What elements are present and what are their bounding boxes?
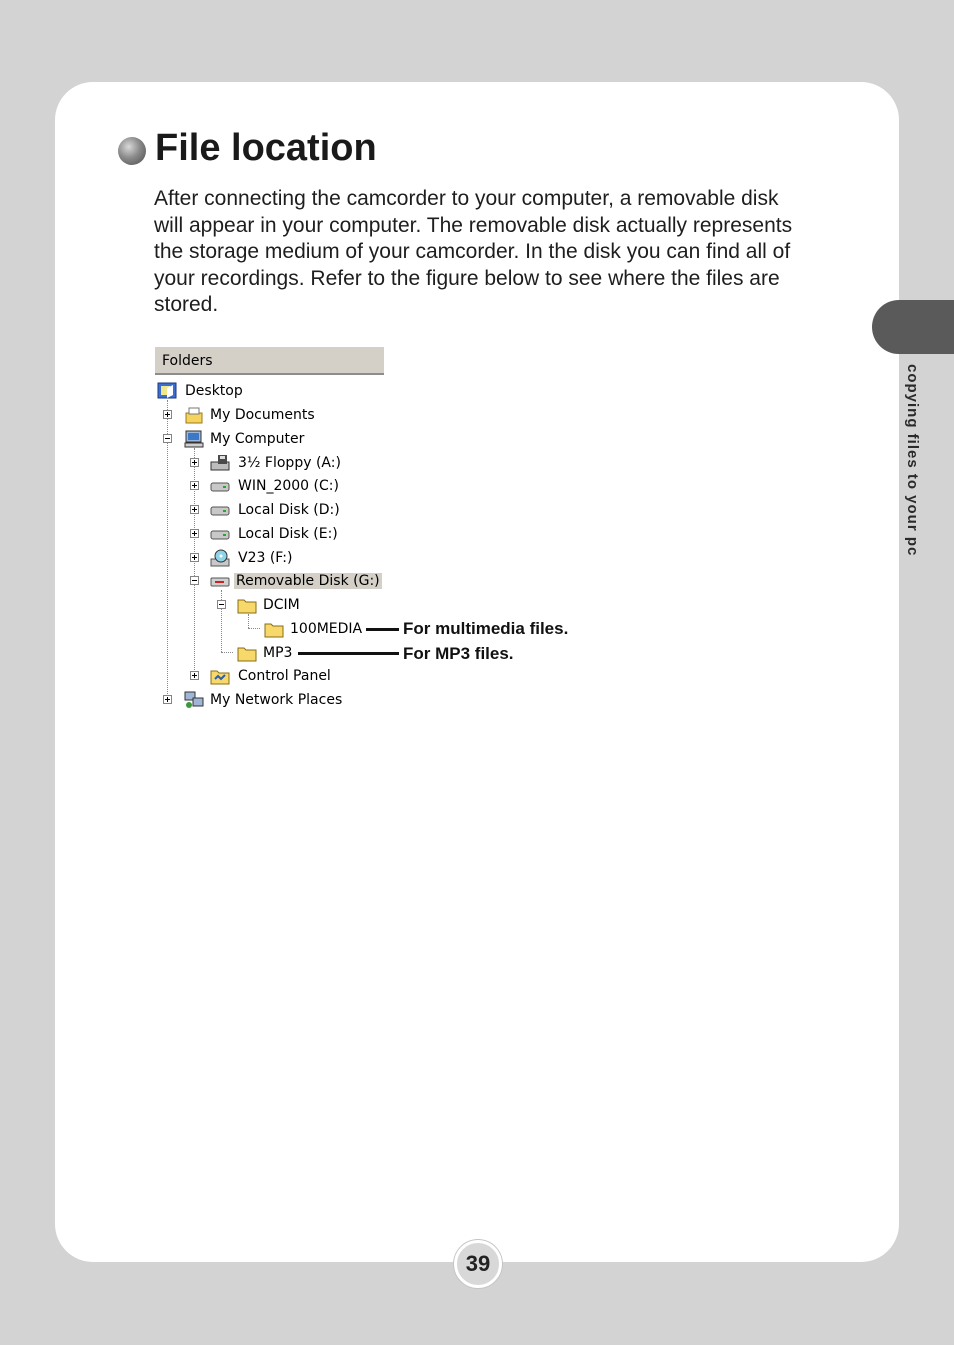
tree-item-100media[interactable]: 100MEDIA	[264, 618, 364, 640]
hard-drive-icon	[210, 501, 230, 519]
tree-item-local-disk-e[interactable]: Local Disk (E:)	[210, 523, 340, 545]
tree-item-dcim[interactable]: DCIM	[237, 594, 302, 616]
folder-icon	[237, 596, 257, 614]
tree-item-mp3[interactable]: MP3	[237, 642, 294, 664]
network-places-icon	[184, 691, 204, 709]
expand-toggle[interactable]	[190, 671, 199, 680]
callout-line-multimedia	[366, 628, 399, 631]
expand-toggle[interactable]	[190, 481, 199, 490]
tree-item-control-panel[interactable]: Control Panel	[210, 665, 333, 687]
folders-pane-header: Folders	[155, 347, 384, 375]
callout-multimedia: For multimedia files.	[403, 619, 569, 638]
expand-toggle[interactable]	[190, 553, 199, 562]
folder-icon	[237, 644, 257, 662]
tree-guide	[248, 628, 260, 629]
hard-drive-icon	[210, 477, 230, 495]
chapter-tab	[872, 300, 954, 354]
tree-item-my-network-places[interactable]: My Network Places	[184, 689, 344, 711]
tree-item-local-disk-d[interactable]: Local Disk (D:)	[210, 499, 342, 521]
removable-disk-icon	[210, 572, 230, 590]
page-title: File location	[155, 127, 377, 169]
expand-toggle[interactable]	[163, 410, 172, 419]
intro-paragraph-text: After connecting the camcorder to your computer, a removable disk will appear in your computer. The removable disk actually represents the storage medium of your camcorder. In the disk you can find all of your recordings. Refer to the figure below to see where the files are stored.	[154, 187, 793, 317]
tree-item-my-documents[interactable]: My Documents	[184, 404, 317, 426]
callout-mp3: For MP3 files.	[403, 644, 514, 663]
collapse-toggle[interactable]	[190, 576, 199, 585]
collapse-toggle[interactable]	[163, 434, 172, 443]
intro-paragraph	[154, 186, 794, 319]
expand-toggle[interactable]	[190, 505, 199, 514]
tree-item-removable-disk-g[interactable]: Removable Disk (G:)	[210, 570, 382, 592]
callout-line-mp3	[298, 652, 399, 655]
tree-item-win2000-c[interactable]: WIN_2000 (C:)	[210, 475, 341, 497]
expand-toggle[interactable]	[163, 695, 172, 704]
hard-drive-icon	[210, 525, 230, 543]
collapse-toggle[interactable]	[217, 600, 226, 609]
section-bullet-icon	[118, 137, 146, 165]
tree-item-floppy-a[interactable]: 3½ Floppy (A:)	[210, 452, 343, 474]
page-number: 39	[454, 1240, 502, 1288]
my-documents-icon	[184, 406, 204, 424]
expand-toggle[interactable]	[190, 529, 199, 538]
chapter-label: copying files to your pc	[904, 364, 921, 557]
tree-guide	[248, 614, 249, 628]
my-computer-icon	[184, 430, 204, 448]
floppy-drive-icon	[210, 454, 230, 472]
tree-guide	[221, 652, 233, 653]
folder-icon	[264, 620, 284, 638]
tree-guide	[167, 400, 168, 700]
control-panel-icon	[210, 667, 230, 685]
tree-item-desktop[interactable]: Desktop	[157, 380, 245, 402]
desktop-icon	[157, 382, 177, 400]
cd-drive-icon	[210, 549, 230, 567]
expand-toggle[interactable]	[190, 458, 199, 467]
tree-item-my-computer[interactable]: My Computer	[184, 428, 306, 450]
tree-item-v23-f[interactable]: V23 (F:)	[210, 547, 294, 569]
